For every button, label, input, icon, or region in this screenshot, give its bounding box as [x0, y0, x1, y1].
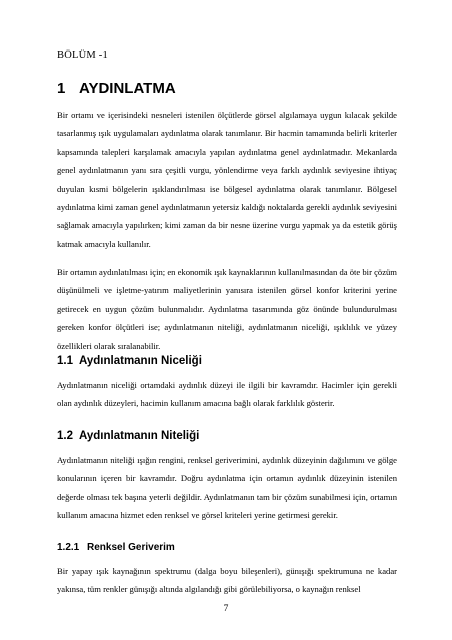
paragraph-intro: Bir ortamı ve içerisindeki nesneleri istenilen ölçütlerde görsel algılamaya uygun kılacak şekilde tasarlanmış ışık uygulamaları aydınlatma olarak tanımlanır. Bir hacmin tamamında belirli kriterler kapsamında talepleri karşılamak amacıyla yapılan aydınlatma genel aydınlatmadır. Mekanlarda genel aydınlatmanın yanı sıra çeşitli vurgu, yönlendirme veya farklı aydınlık seviyesine ihtiyaç duyulan kısmi bölgelerin ışıklandırılması ise bölgesel aydınlatma olarak tanımlanır. Bölgesel aydınlatma kimi zaman genel aydınlatmanın yetersiz kaldığı noktalarda gerekli aydınlık seviyesini sağlamak amacıyla yapılırken; kimi zaman da bir nesne üzerine vurgu yapmak ya da estetik görüş katmak amacıyla kullanılır. [57, 110, 397, 249]
paragraph-quantity: Aydınlatmanın niceliği ortamdaki aydınlık düzeyi ile ilgili bir kavramdır. Hacimler için gerekli olan aydınlık düzeyleri, hacimin kullanım amacına bağlı olarak farklılık gösterir. [57, 380, 397, 409]
section-title: Aydınlatmanın Niteliği [79, 430, 200, 442]
section-title: Renksel Geriverim [87, 542, 175, 553]
section-heading-1-2-1 [57, 542, 175, 553]
section-title: AYDINLATMA [79, 80, 176, 97]
paragraph-quality: Aydınlatmanın niteliği ışığın rengini, renksel geriverimini, aydınlık düzeyinin dağılımını ve gölge konularının içeren bir kavramdır. Doğru aydınlatma için ortamın aydınlık düzeyinin istenilen değerde olması tek başına yeterli değildir. Aydınlatmanın tam bir çözüm sunabilmesi için, ortamın kullanım amacına hizmet eden renksel ve görsel kriteleri yerine getirmesi gerekir. [57, 455, 397, 521]
section-heading-1-1 [57, 355, 202, 367]
chapter-label: BÖLÜM -1 [57, 50, 108, 61]
section-number: 1 [57, 80, 66, 97]
section-heading-1 [57, 80, 176, 97]
paragraph-comfort-criteria: Bir ortamın aydınlatılması için; en ekonomik ışık kaynaklarının kullanılmasından da öte bir çözüm düşünülmeli ve işletme-yatırım maliyetlerinin yanısıra istenilen görsel konfor kriterini yerine getirecek en uygun çözüm bulunmalıdır. Aydınlatma tasarımında göz önünde bulundurulması gereken konfor ölçütleri ise; aydınlatmanın niteliği, aydınlatmanın niceliği, ışıklılık ve yüzey özellikleri olarak sıralanabilir. [57, 267, 397, 351]
section-heading-1-2 [57, 430, 199, 442]
section-number: 1.1 [57, 355, 73, 367]
page-number: 7 [223, 604, 229, 614]
section-number: 1.2.1 [57, 542, 80, 553]
section-title: Aydınlatmanın Niceliği [79, 355, 202, 367]
section-number: 1.2 [57, 430, 73, 442]
paragraph-color-rendering: Bir yapay ışık kaynağının spektrumu (dalga boyu bileşenleri), günışığı spektrumuna ne kadar yakınsa, tüm renkler günışığı altında algılandığı gibi görülebiliyorsa, o kaynağın renksel [57, 566, 397, 595]
